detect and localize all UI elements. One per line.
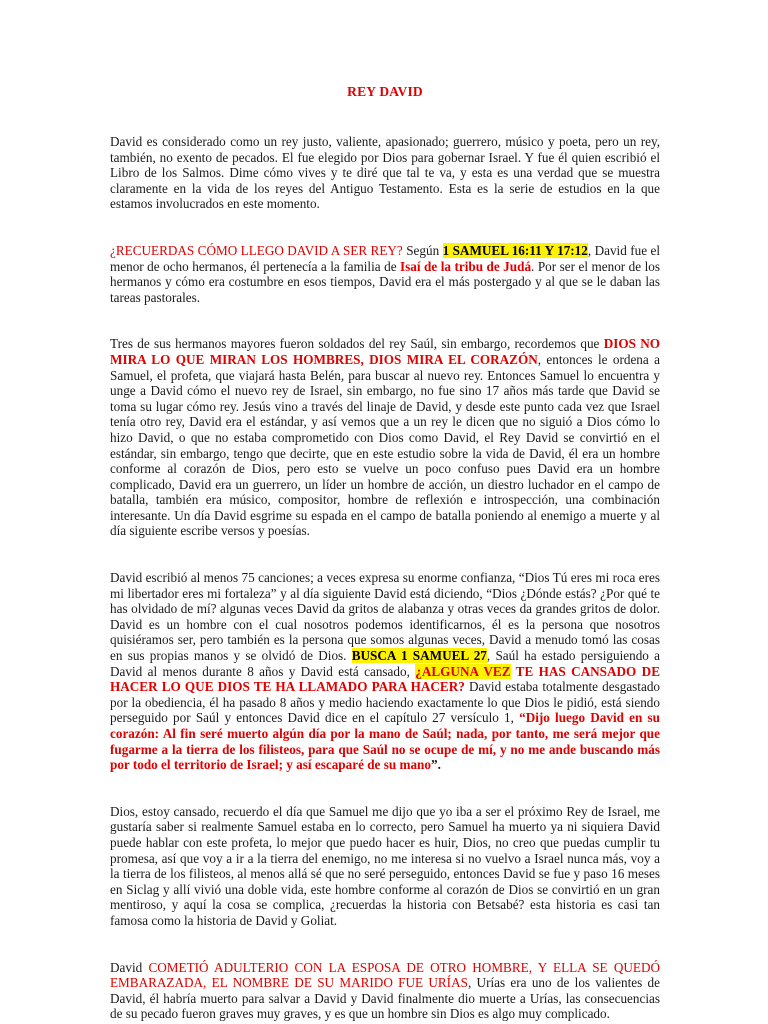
text-tres-hermanos: Tres de sus hermanos mayores fueron soldados del rey Saúl, sin embargo, recordemos que xyxy=(110,336,604,352)
text-david: David xyxy=(110,959,149,975)
quote-1samuel-27-1: “Dijo luego David en su corazón: Al fin seré muerto algún día por la mano de Saúl; nada, por tanto, me será mejor que fugarme a la tierra de los filisteos, para que Saúl no se ocupe de mí, y no me ande buscando más por todo el territorio de Israel; y así escaparé de su mano xyxy=(110,710,661,773)
highlight-alguna-vez: ¿ALGUNA VEZ xyxy=(415,663,511,679)
text-menor-hermanos: , David fue el menor de ocho hermanos, él pertenecía a la familia de xyxy=(110,242,660,274)
paragraph-brothers-samuel xyxy=(110,336,660,539)
emphasis-dios-mira-corazon: DIOS NO MIRA LO QUE MIRAN LOS HOMBRES, DIOS MIRA EL CORAZÓN xyxy=(110,336,661,367)
document-title: REY DAVID xyxy=(347,84,423,99)
text-canciones: David escribió al menos 75 canciones; a veces expresa su enorme confianza, “Dios Tú eres mi roca eres mi libertador eres mi fortaleza” y al día siguiente David está diciendo, “Dios ¿Dónde estás? ¿Por qué te has olvidado de mí? algunas veces David da gritos de alabanza y otras veces da grandes gritos de dolor. David es un hombre con el cual nosotros podemos identificarnos, él es la persona que nosotros quisiéramos ser, pero también es la persona que somos algunas veces, David a menudo tomó las cosas en sus propias manos y se olvidó de Dios. xyxy=(110,570,660,664)
text-postergado: . Por ser el menor de los hermanos y cómo era costumbre en esos tiempos, David era el más postergado y al que se le daban las tareas pastorales. xyxy=(110,258,660,305)
paragraph-canciones xyxy=(110,570,660,773)
text-desgastado: David estaba totalmente desgastado por la obediencia, él ha pasado 8 años y medio haciendo exactamente lo que Dios le pidió, está siendo perseguido por Saúl y entonces David dice en el capítulo 27 versículo 1, xyxy=(110,679,661,726)
paragraph-adulterio xyxy=(110,960,660,1022)
emphasis-cansado-de-hacer: TE HAS CANSADO DE HACER LO QUE DIOS TE HA LLAMADO PARA HACER? xyxy=(110,663,661,695)
quote-end: ”. xyxy=(430,757,441,773)
text-urias: , Urías era uno de los valientes de David, él habría muerto para salvar a David y David finalmente dio muerte a Urías, las consecuencias de su pecado fueron graves muy graves, y es que un hombre sin Dios es algo muy complicado. xyxy=(110,975,660,1022)
emphasis-cometio-adulterio: COMETIÓ ADULTERIO CON LA ESPOSA DE OTRO HOMBRE, Y ELLA SE QUEDÓ EMBARAZADA, EL NOMBRE DE SU MARIDO FUE URÍAS xyxy=(110,959,660,991)
paragraph-intro: David es considerado como un rey justo, valiente, apasionado; guerrero, músico y poeta, pero un rey, también, no exento de pecados. El fue elegido por Dios para gobernar Israel. Y fue él quien escribió el Libro de los Salmos. Dime cómo vives y te diré que tal te va, y esta es una verdad que se muestra claramente en la vida de los reyes del Antiguo Testamento. Esta es la serie de estudios en la que estamos involucrados en este momento. xyxy=(110,134,660,212)
highlight-reference-1samuel-16-17: 1 SAMUEL 16:11 Y 17:12 xyxy=(442,242,588,258)
emphasis-isai-juda: Isaí de la tribu de Judá xyxy=(400,258,532,274)
highlight-busca-1samuel-27: BUSCA 1 SAMUEL 27 xyxy=(351,648,487,664)
paragraph-dios-estoy-cansado: Dios, estoy cansado, recuerdo el día que Samuel me dijo que yo iba a ser el próximo Rey de Israel, me gustaría saber si realmente Samuel estaba en lo correcto, pero Samuel ha muerto ya ni siquiera David puede hablar con este profeta, lo mejor que puedo hacer es huir, Dios, no creo que puedas cumplir tu promesa, así que voy a ir a la tierra del enemigo, no me interesa si no vuelvo a Israel nunca más, voy a la tierra de los filisteos, al menos allá sé que no seré perseguido, entonces David se fue y paso 16 meses en Siclag y allí vivió una doble vida, este hombre conforme al corazón de Dios se convirtió en un gran mentiroso, y aquí la cosa se complica, ¿recuerdas la historia con Betsabé? esta historia es casi tan famosa como la historia de David y Goliat. xyxy=(110,803,660,928)
paragraph-how-became-king xyxy=(110,243,660,305)
text-segun: Según xyxy=(402,242,443,258)
text-samuel-unge: , entonces le ordena a Samuel, el profeta, que viajará hasta Belén, para buscar al nuevo rey. Entonces Samuel lo encuentra y unge a David cómo el nuevo rey de Israel, sin embargo, no fue sino 17 años más tarde que David se toma su lugar cómo rey. Jesús vino a través del linaje de David, y desde este punto cada vez que Israel tenía otro rey, David era el estándar, y así vemos que a un rey le dicen que no siguió a Dios cómo lo hizo David, o que no estaba comprometido con Dios como David, el Rey David se convirtió en el estándar, sin embargo, tengo que decirte, que en este estudio sobre la vida de David, él era un hombre conforme al corazón de Dios, pero esto se vuelve un poco confuso pues David era un hombre complicado, David era un guerrero, un líder un hombre de acción, un diestro luchador en el campo de batalla, también era músico, compositor, hombre de reflexión e introspección, una combinación interesante. Un día David esgrime su espada en el campo de batalla poniendo al enemigo a muerte y al día siguiente escribe versos y poesías. xyxy=(110,351,660,539)
question-recuerdas: ¿RECUERDAS CÓMO LLEGO DAVID A SER REY? xyxy=(110,242,403,258)
text-saul-persiguiendo: , Saúl ha estado persiguiendo a David al menos durante 8 años y David está cansado, xyxy=(110,648,660,679)
